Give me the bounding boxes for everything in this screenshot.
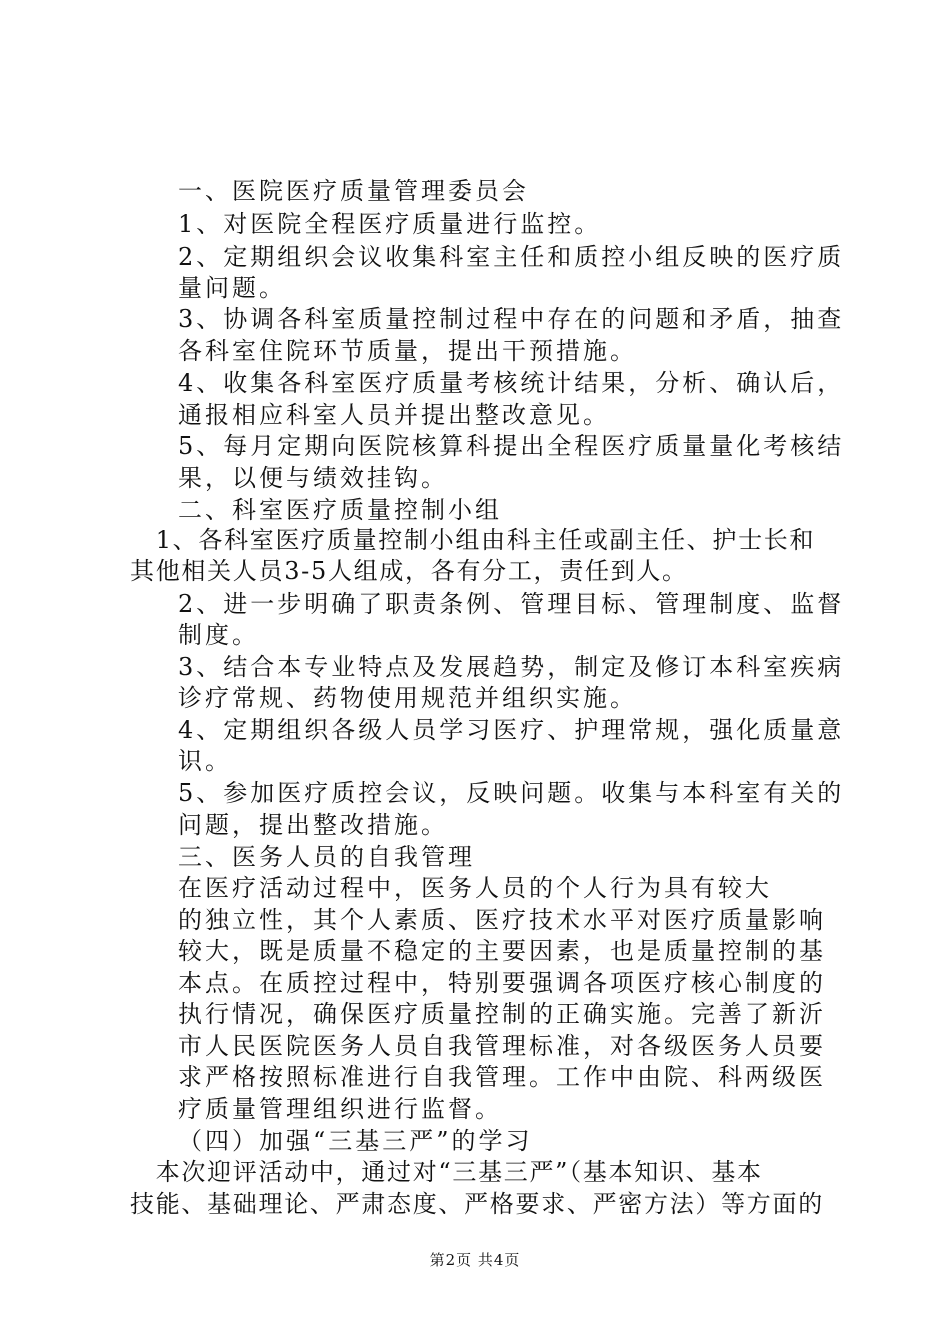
page-footer: 第2页 共4页: [429, 1251, 521, 1269]
text-line: 3、协调各科室质量控制过程中存在的问题和矛盾，抽查: [178, 305, 845, 333]
text-line: 1、各科室医疗质量控制小组由科主任或副主任、护士长和: [130, 526, 816, 554]
text-line: 3、结合本专业特点及发展趋势，制定及修订本科室疾病: [178, 653, 845, 681]
text-line: 的独立性，其个人素质、医疗技术水平对医疗质量影响: [178, 906, 826, 934]
text-line: 4、定期组织各级人员学习医疗、护理常规，强化质量意: [178, 716, 845, 744]
text-line: 市人民医院医务人员自我管理标准，对各级医务人员要: [178, 1032, 826, 1060]
text-line: 5、参加医疗质控会议，反映问题。收集与本科室有关的: [178, 779, 845, 807]
text-line: 1、对医院全程医疗质量进行监控。: [178, 210, 602, 238]
text-line: 2、定期组织会议收集科室主任和质控小组反映的医疗质: [178, 243, 845, 271]
section-heading: 二、科室医疗质量控制小组: [178, 496, 502, 524]
text-line: 技能、基础理论、严肃态度、严格要求、严密方法）等方面的: [130, 1190, 824, 1218]
text-line: 本点。在质控过程中，特别要强调各项医疗核心制度的: [178, 969, 826, 997]
text-line: 问题，提出整改措施。: [178, 811, 448, 839]
text-line: 诊疗常规、药物使用规范并组织实施。: [178, 684, 637, 712]
text-line: 其他相关人员3-5人组成，各有分工，责任到人。: [130, 557, 688, 585]
text-line: 求严格按照标准进行自我管理。工作中由院、科两级医: [178, 1063, 826, 1091]
text-line: 本次迎评活动中，通过对“三基三严”（基本知识、基本: [130, 1158, 763, 1186]
section-heading: （四）加强“三基三严”的学习: [178, 1127, 533, 1155]
section-heading: 三、医务人员的自我管理: [178, 843, 475, 871]
text-line: 较大，既是质量不稳定的主要因素，也是质量控制的基: [178, 937, 826, 965]
text-line: 在医疗活动过程中，医务人员的个人行为具有较大: [178, 874, 772, 902]
text-line: 量问题。: [178, 274, 286, 302]
text-line: 识。: [178, 747, 232, 775]
text-line: 各科室住院环节质量，提出干预措施。: [178, 337, 637, 365]
text-line: 4、收集各科室医疗质量考核统计结果，分析、确认后，: [178, 369, 845, 397]
text-line: 疗质量管理组织进行监督。: [178, 1095, 502, 1123]
section-heading: 一、医院医疗质量管理委员会: [178, 177, 529, 205]
text-line: 通报相应科室人员并提出整改意见。: [178, 401, 610, 429]
text-line: 5、每月定期向医院核算科提出全程医疗质量量化考核结: [178, 432, 845, 460]
text-line: 制度。: [178, 621, 259, 649]
text-line: 执行情况，确保医疗质量控制的正确实施。完善了新沂: [178, 1000, 826, 1028]
text-line: 2、进一步明确了职责条例、管理目标、管理制度、监督: [178, 590, 845, 618]
text-line: 果，以便与绩效挂钩。: [178, 464, 448, 492]
